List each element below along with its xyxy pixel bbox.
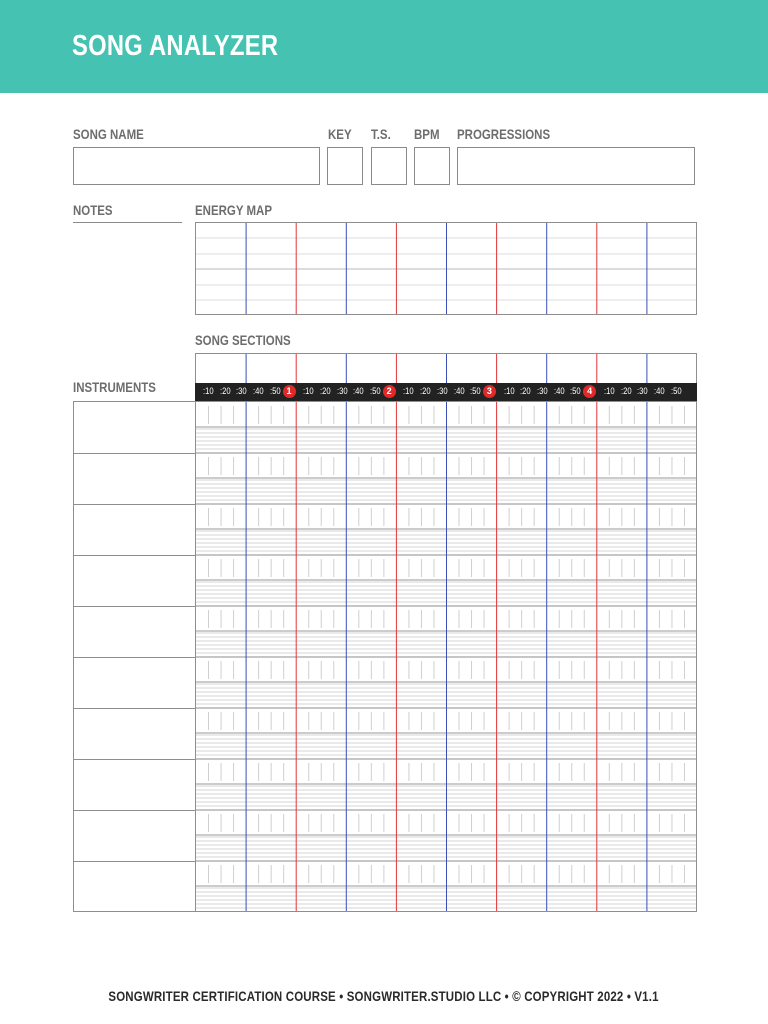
timeline-tick: :10 — [303, 386, 314, 396]
song-name-label: SONG NAME — [73, 126, 144, 142]
minute-marker: 3 — [483, 385, 496, 398]
timeline-tick: :30 — [236, 386, 248, 396]
timeline-bar — [195, 383, 697, 401]
energy-map-label: ENERGY MAP — [195, 202, 272, 218]
timeline-tick: :40 — [353, 386, 364, 396]
instrument-row-divider — [74, 810, 196, 811]
energy-map-grid[interactable] — [195, 222, 697, 315]
minute-marker: 2 — [383, 385, 396, 398]
key-field[interactable] — [327, 147, 363, 185]
instrument-tracks-grid[interactable] — [195, 401, 697, 912]
instrument-row-divider — [74, 504, 196, 505]
timeline-tick: :30 — [436, 386, 448, 396]
timeline-tick: :20 — [520, 386, 531, 396]
song-name-field[interactable] — [73, 147, 320, 185]
page-title: SONG ANALYZER — [72, 30, 279, 62]
time-signature-field[interactable] — [371, 147, 407, 185]
timeline-tick: :50 — [370, 386, 381, 396]
timeline-tick: :40 — [653, 386, 665, 396]
timeline-tick: :20 — [420, 386, 431, 396]
timeline-tick: :20 — [219, 386, 231, 396]
header-banner — [0, 0, 768, 93]
timeline-tick: :20 — [620, 386, 632, 396]
timeline-tick: :10 — [503, 386, 515, 396]
minute-marker: 4 — [583, 385, 596, 398]
timeline-tick: :40 — [253, 386, 264, 396]
footer-text: SONGWRITER CERTIFICATION COURSE • SONGWRITER.STUDIO LLC • © COPYRIGHT 2022 • V1.1 — [108, 988, 660, 1004]
notes-divider — [73, 222, 182, 223]
notes-label: NOTES — [73, 202, 113, 218]
bpm-label: BPM — [414, 126, 440, 142]
instrument-row-divider — [74, 759, 196, 760]
progressions-field[interactable] — [457, 147, 695, 185]
timeline-tick: :30 — [637, 386, 648, 396]
progressions-label: PROGRESSIONS — [457, 126, 551, 142]
timeline-tick: :50 — [470, 386, 481, 396]
instrument-row-divider — [74, 657, 196, 658]
timeline-tick: :40 — [553, 386, 565, 396]
footer — [0, 988, 768, 1006]
minute-marker: 1 — [283, 385, 296, 398]
key-label: KEY — [328, 126, 352, 142]
bpm-field[interactable] — [414, 147, 450, 185]
timeline-tick: :30 — [537, 386, 548, 396]
instrument-row-divider — [74, 606, 196, 607]
time-signature-label: T.S. — [371, 126, 391, 142]
song-sections-label: SONG SECTIONS — [195, 332, 291, 348]
timeline-tick: :30 — [336, 386, 348, 396]
instrument-row-divider — [74, 453, 196, 454]
timeline-tick: :50 — [570, 386, 582, 396]
song-sections-grid[interactable] — [195, 353, 697, 384]
instrument-row-divider — [74, 555, 196, 556]
timeline-tick: :10 — [603, 386, 615, 396]
timeline-tick: :10 — [203, 386, 214, 396]
timeline-tick: :50 — [269, 386, 281, 396]
timeline-tick: :20 — [319, 386, 331, 396]
timeline-tick: :40 — [453, 386, 465, 396]
timeline-tick: :10 — [403, 386, 415, 396]
timeline-tick: :50 — [670, 386, 682, 396]
instrument-row-divider — [74, 708, 196, 709]
instruments-label: INSTRUMENTS — [73, 379, 156, 395]
instrument-name-column[interactable] — [73, 401, 196, 912]
instrument-row-divider — [74, 861, 196, 862]
